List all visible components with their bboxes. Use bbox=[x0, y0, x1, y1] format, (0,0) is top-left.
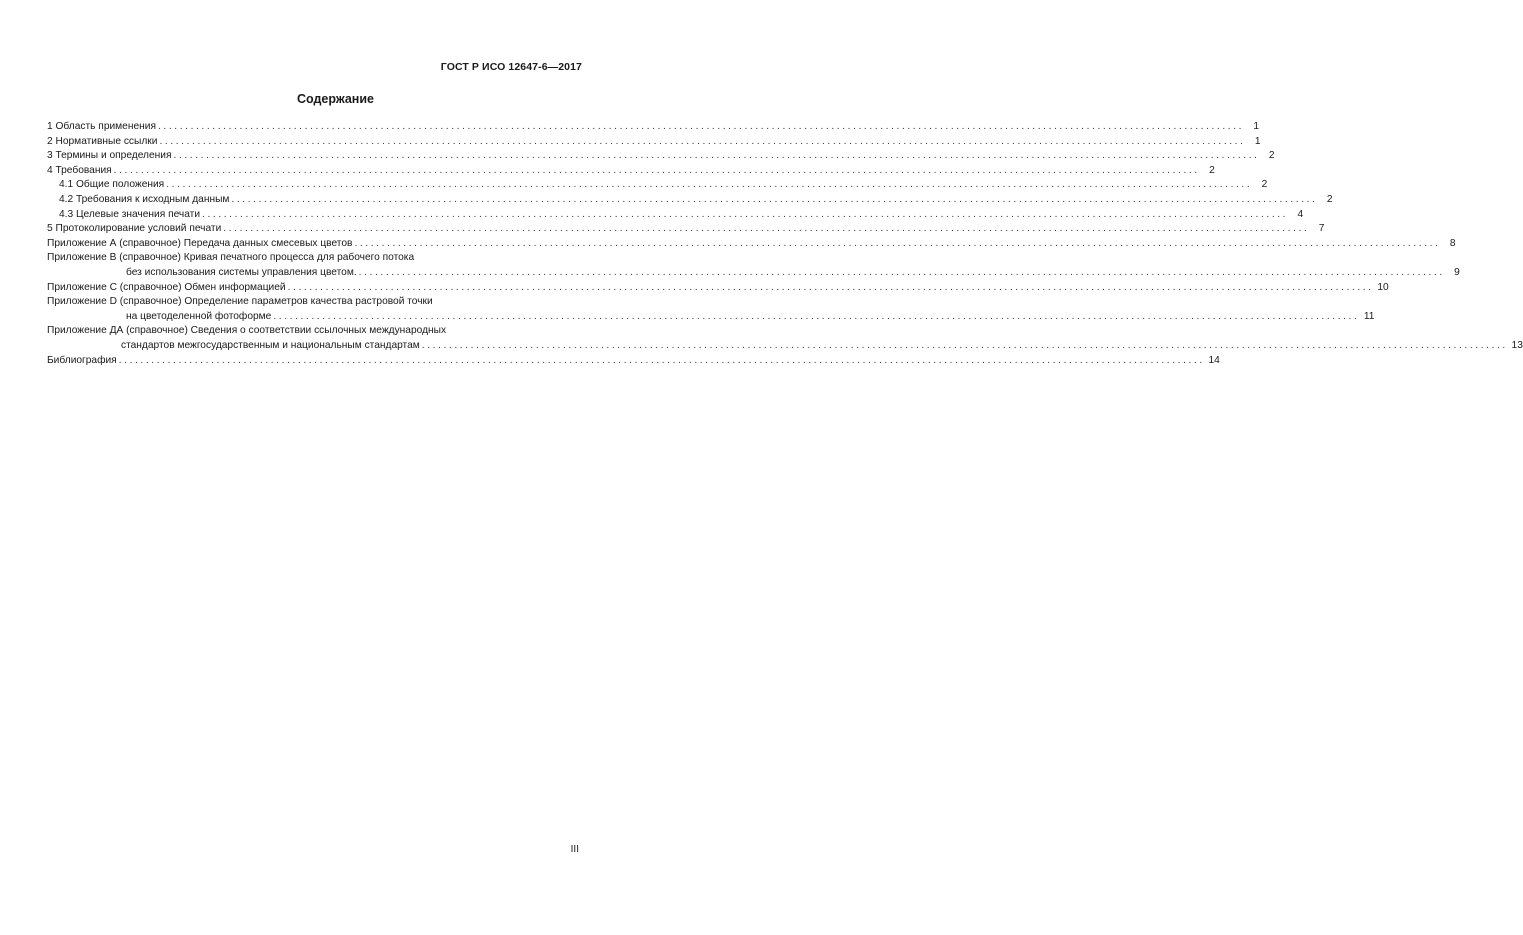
toc-page-number: 8 bbox=[1449, 237, 1456, 249]
toc-entry-4[interactable] bbox=[47, 164, 1215, 179]
toc-leader-dots: ........................................................................................................................................................................................................ bbox=[166, 179, 1253, 191]
toc-entry-bibliography[interactable] bbox=[47, 354, 1220, 369]
toc-page-number: 2 bbox=[1326, 193, 1333, 205]
toc-leader-dots: ........................................................................................................................................................................................................ bbox=[223, 223, 1310, 235]
toc-leader-dots: ........................................................................................................................................................................................................ bbox=[113, 164, 1200, 176]
document-code: ГОСТ Р ИСО 12647-6—2017 bbox=[440, 61, 582, 73]
toc-entry-text: Приложение ДА (справочное) Сведения о соответствии ссылочных международных bbox=[47, 325, 447, 337]
toc-entry-appendix-d[interactable] bbox=[47, 295, 583, 310]
toc-leader-dots: ........................................................................................................................................................................................................ bbox=[358, 266, 1445, 278]
toc-entry-1[interactable] bbox=[47, 120, 1260, 135]
toc-page-number: 1 bbox=[1254, 135, 1261, 147]
toc-entry-text: 4.3 Целевые значения печати bbox=[59, 208, 201, 220]
toc-entry-4-2[interactable] bbox=[47, 193, 1333, 208]
toc-entry-appendix-b[interactable] bbox=[47, 251, 583, 266]
toc-leader-dots: ........................................................................................................................................................................................................ bbox=[287, 281, 1374, 293]
toc-entry-3[interactable] bbox=[47, 149, 1275, 164]
toc-leader-dots: ........................................................................................................................................................................................................ bbox=[421, 339, 1508, 351]
toc-entry-text: на цветоделенной фотоформе bbox=[126, 310, 272, 322]
toc-page-number: 2 bbox=[1209, 164, 1215, 176]
toc-page-number: 14 bbox=[1208, 354, 1220, 366]
toc-leader-dots: ........................................................................................................................................................................................................ bbox=[354, 237, 1441, 249]
toc-entry-text: Приложение D (справочное) Определение параметров качества растровой точки bbox=[47, 296, 433, 308]
toc-entry-text: 1 Область применения bbox=[47, 121, 156, 132]
toc-page-number: 11 bbox=[1363, 310, 1375, 322]
toc-page-number: 4 bbox=[1297, 208, 1304, 220]
toc-entry-appendix-c[interactable] bbox=[47, 281, 1389, 296]
toc-leader-dots: ........................................................................................................................................................................................................ bbox=[159, 135, 1246, 147]
toc-entry-text: 4.1 Общие положения bbox=[59, 179, 165, 191]
toc-entry-text: 3 Термины и определения bbox=[47, 150, 172, 162]
toc-page-number: 2 bbox=[1268, 150, 1275, 162]
page-title: Содержание bbox=[296, 92, 374, 106]
toc-entry-text: стандартов межгосударственным и национальным стандартам bbox=[121, 339, 420, 351]
toc-entry-text: Приложение А (справочное) Передача данных смесевых цветов bbox=[47, 237, 353, 249]
toc-entry-appendix-b-continued[interactable] bbox=[47, 266, 1460, 281]
toc-entry-text: 5 Протоколирование условий печати bbox=[47, 223, 222, 235]
toc-entry-text: 2 Нормативные ссылки bbox=[47, 135, 158, 147]
toc-leader-dots: ........................................................................................................................................................................................................ bbox=[157, 121, 1245, 132]
toc-entry-appendix-da[interactable] bbox=[47, 324, 583, 339]
toc-entry-2[interactable] bbox=[47, 135, 1261, 150]
toc-leader-dots: ........................................................................................................................................................................................................ bbox=[231, 193, 1318, 205]
toc-leader-dots: ........................................................................................................................................................................................................ bbox=[202, 208, 1289, 220]
toc-entry-text: Библиография bbox=[47, 354, 117, 366]
toc-page-number: 1 bbox=[1253, 121, 1260, 132]
toc-entry-text: Приложение В (справочное) Кривая печатного процесса для рабочего потока bbox=[47, 252, 415, 264]
toc-entry-4-1[interactable] bbox=[47, 178, 1268, 193]
toc-entry-text: 4.2 Требования к исходным данным bbox=[59, 193, 230, 205]
toc-page-number: 7 bbox=[1318, 223, 1325, 235]
toc-leader-dots: ........................................................................................................................................................................................................ bbox=[273, 310, 1360, 322]
toc-leader-dots: ........................................................................................................................................................................................................ bbox=[173, 150, 1260, 162]
toc-leader-dots: ........................................................................................................................................................................................................ bbox=[118, 354, 1205, 366]
toc-entry-4-3[interactable] bbox=[47, 208, 1304, 223]
toc-entry-appendix-a[interactable] bbox=[47, 237, 1456, 252]
toc-page-number: 9 bbox=[1454, 266, 1460, 278]
footer-page-number: III bbox=[570, 844, 579, 855]
toc-entry-text: без использования системы управления цветом. bbox=[126, 266, 357, 278]
table-of-contents bbox=[47, 120, 1523, 368]
toc-page-number: 2 bbox=[1261, 179, 1268, 191]
toc-entry-appendix-d-continued[interactable] bbox=[47, 310, 1375, 325]
toc-entry-appendix-da-continued[interactable] bbox=[47, 339, 1523, 354]
toc-page-number: 13 bbox=[1511, 339, 1523, 351]
toc-page-number: 10 bbox=[1377, 281, 1389, 293]
toc-entry-text: 4 Требования bbox=[47, 164, 112, 176]
toc-entry-5[interactable] bbox=[47, 222, 1325, 237]
toc-entry-text: Приложение С (справочное) Обмен информацией bbox=[47, 281, 286, 293]
